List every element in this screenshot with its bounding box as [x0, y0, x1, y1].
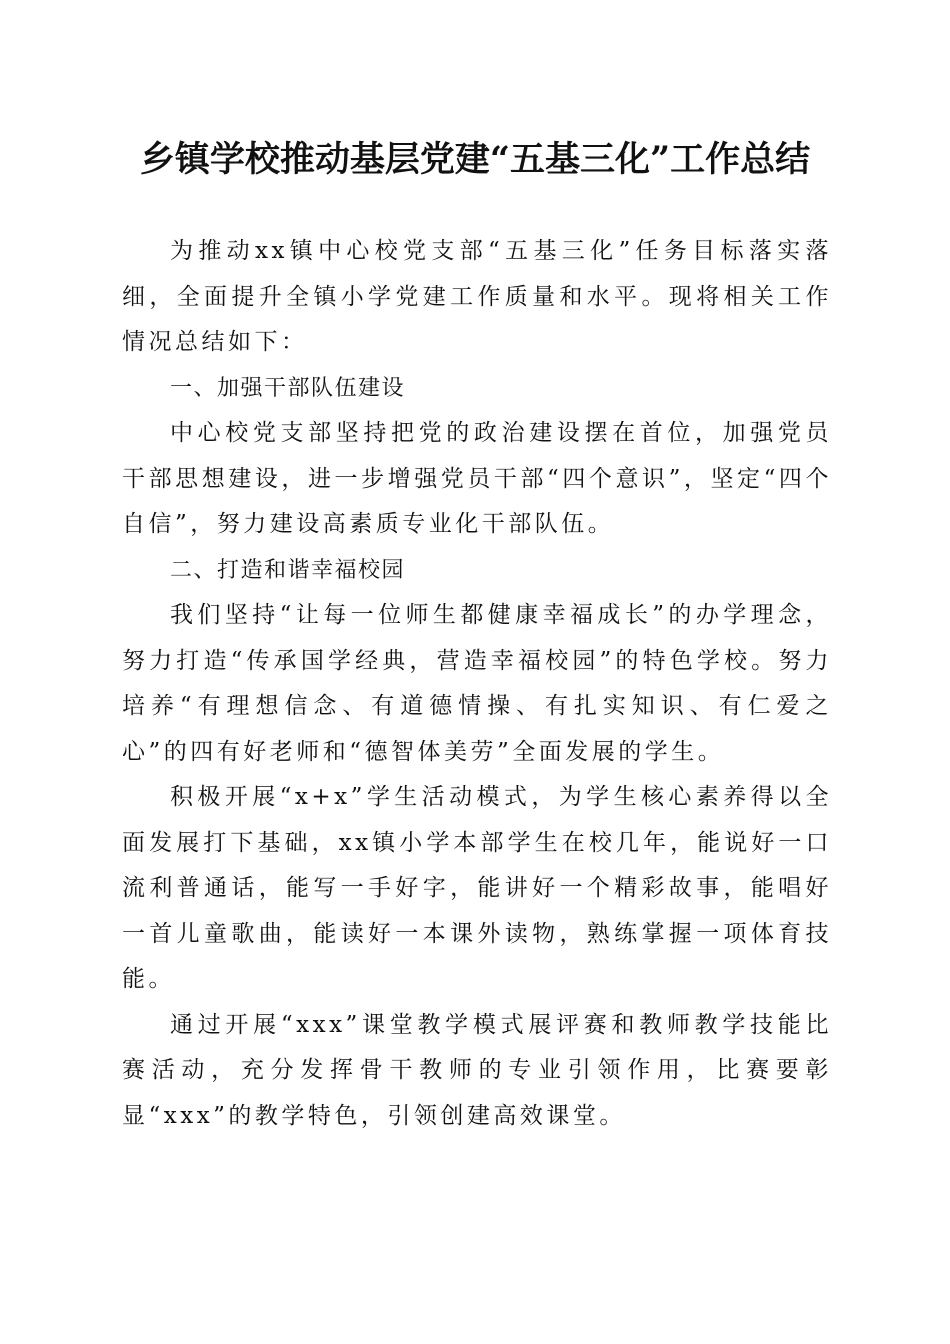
section-2-paragraph-3: 通过开展“xxx”课堂教学模式展评赛和教师教学技能比赛活动，充分发挥骨干教师的专业引领作用，比赛要彰显“xxx”的教学特色，引领创建高效课堂。 — [122, 1011, 832, 1129]
intro-paragraph: 为推动xx镇中心校党支部“五基三化”任务目标落实落细，全面提升全镇小学党建工作质量和水平。现将相关工作情况总结如下： — [122, 238, 832, 355]
section-heading-1: 一、加强干部队伍建设 — [170, 375, 406, 401]
section-2-paragraph-1: 我们坚持“让每一位师生都健康幸福成长”的办学理念，努力打造“传承国学经典，营造幸福校园”的特色学校。努力培养“有理想信念、有道德情操、有扎实知识、有仁爱之心”的四有好老师和“德智体美劳”全面发展的学生。 — [122, 602, 832, 765]
section-heading-2: 二、打造和谐幸福校园 — [170, 557, 406, 583]
document-body — [122, 229, 832, 1139]
document-title: 乡镇学校推动基层党建“五基三化”工作总结 — [139, 139, 811, 180]
section-2-paragraph-2: 积极开展“x+x”学生活动模式，为学生核心素养得以全面发展打下基础，xx镇小学本部学生在校几年，能说好一口流利普通话，能写一手好字，能讲好一个精彩故事，能唱好一首儿童歌曲，能读好一本课外读物，熟练掌握一项体育技能。 — [122, 784, 832, 992]
section-1-paragraph: 中心校党支部坚持把党的政治建设摆在首位，加强党员干部思想建设，进一步增强党员干部“四个意识”，坚定“四个自信”，努力建设高素质专业化干部队伍。 — [122, 420, 832, 537]
